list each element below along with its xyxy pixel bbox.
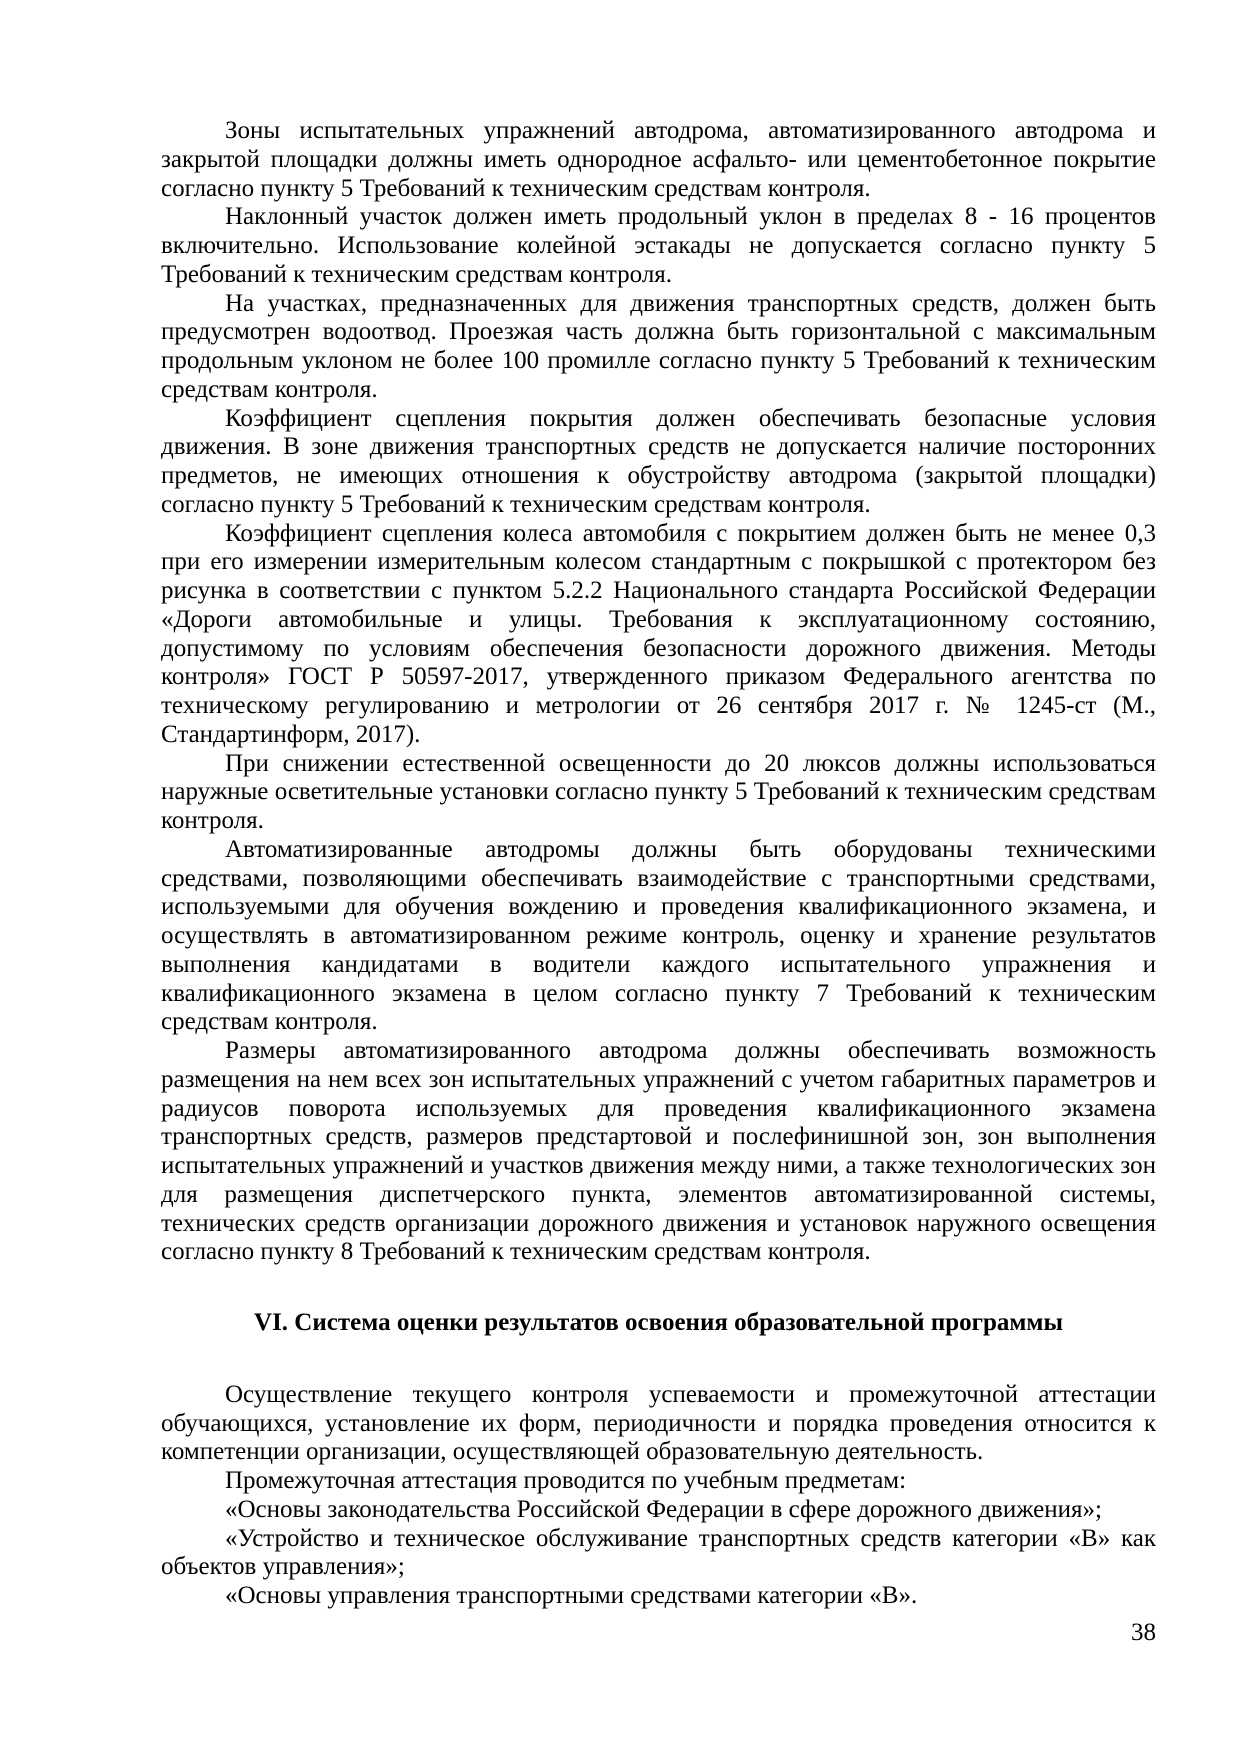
paragraph: Размеры автоматизированного автодрома должны обеспечивать возможность размещения на нем всех зон испытательных упражнений с учетом габаритных параметров и радиусов поворота используемых для проведения квалификационного экзамена транспортных средств, размеров предстартовой и послефинишной зон, зон выполнения испытательных упражнений и участков движения между ними, а также технологических зон для размещения диспетчерского пункта, элементов автоматизированной системы, технических средств организации дорожного движения и установок наружного освещения согласно пункту 8 Требований к техническим средствам контроля. bbox=[161, 1037, 1156, 1266]
paragraph: При снижении естественной освещенности до 20 люксов должны использоваться наружные осветительные установки согласно пункту 5 Требований к техническим средствам контроля. bbox=[161, 749, 1156, 834]
paragraph: Коэффициент сцепления покрытия должен обеспечивать безопасные условия движения. В зоне движения транспортных средств не допускается наличие посторонних предметов, не имеющих отношения к обустройству автодрома (закрытой площадки) согласно пункту 5 Требований к техническим средствам контроля. bbox=[161, 404, 1156, 518]
paragraph: Коэффициент сцепления колеса автомобиля с покрытием должен быть не менее 0,3 при его измерении измерительным колесом стандартным с покрышкой с протектором без рисунка в соответствии с пунктом 5.2.2 Национального стандарта Российской Федерации «Дороги автомобильные и улицы. Требования к эксплуатационному состоянию, допустимому по условиям обеспечения безопасности дорожного движения. Методы контроля» ГОСТ Р 50597-2017, утвержденного приказом Федерального агентства по техническому регулированию и метрологии от 26 сентября 2017 г. № 1245-ст (М., Стандартинформ, 2017). bbox=[161, 519, 1156, 748]
paragraph: Зоны испытательных упражнений автодрома, автоматизированного автодрома и закрытой площадки должны иметь однородное асфальто- или цементобетонное покрытие согласно пункту 5 Требований к техническим средствам контроля. bbox=[161, 117, 1156, 202]
paragraph: На участках, предназначенных для движения транспортных средств, должен быть предусмотрен водоотвод. Проезжая часть должна быть горизонтальной с максимальным продольным уклоном не более 100 промилле согласно пункту 5 Требований к техническим средствам контроля. bbox=[161, 289, 1156, 403]
paragraph: «Устройство и техническое обслуживание транспортных средств категории «В» как объектов управления»; bbox=[161, 1524, 1156, 1581]
paragraph: Автоматизированные автодромы должны быть оборудованы техническими средствами, позволяющими обеспечивать взаимодействие с транспортными средствами, используемыми для обучения вождению и проведения квалификационного экзамена, и осуществлять в автоматизированном режиме контроль, оценку и хранение результатов выполнения кандидатами в водители каждого испытательного упражнения и квалификационного экзамена в целом согласно пункту 7 Требований к техническим средствам контроля. bbox=[161, 835, 1156, 1036]
paragraph: «Основы законодательства Российской Федерации в сфере дорожного движения»; bbox=[225, 1495, 1102, 1523]
paragraph: «Основы управления транспортными средствами категории «В». bbox=[225, 1582, 918, 1609]
paragraph: Промежуточная аттестация проводится по учебным предметам: bbox=[225, 1467, 907, 1494]
section-heading: VI. Система оценки результатов освоения образовательной программы bbox=[254, 1309, 1063, 1336]
paragraph: Осуществление текущего контроля успеваемости и промежуточной аттестации обучающихся, установление их форм, периодичности и порядка проведения относится к компетенции организации, осуществляющей образовательную деятельность. bbox=[161, 1380, 1156, 1466]
paragraph: Наклонный участок должен иметь продольный уклон в пределах 8 - 16 процентов включительно. Использование колейной эстакады не допускается согласно пункту 5 Требований к техническим средствам контроля. bbox=[161, 203, 1156, 288]
text-block bbox=[161, 117, 1156, 1611]
page-number: 38 bbox=[1131, 1619, 1156, 1646]
